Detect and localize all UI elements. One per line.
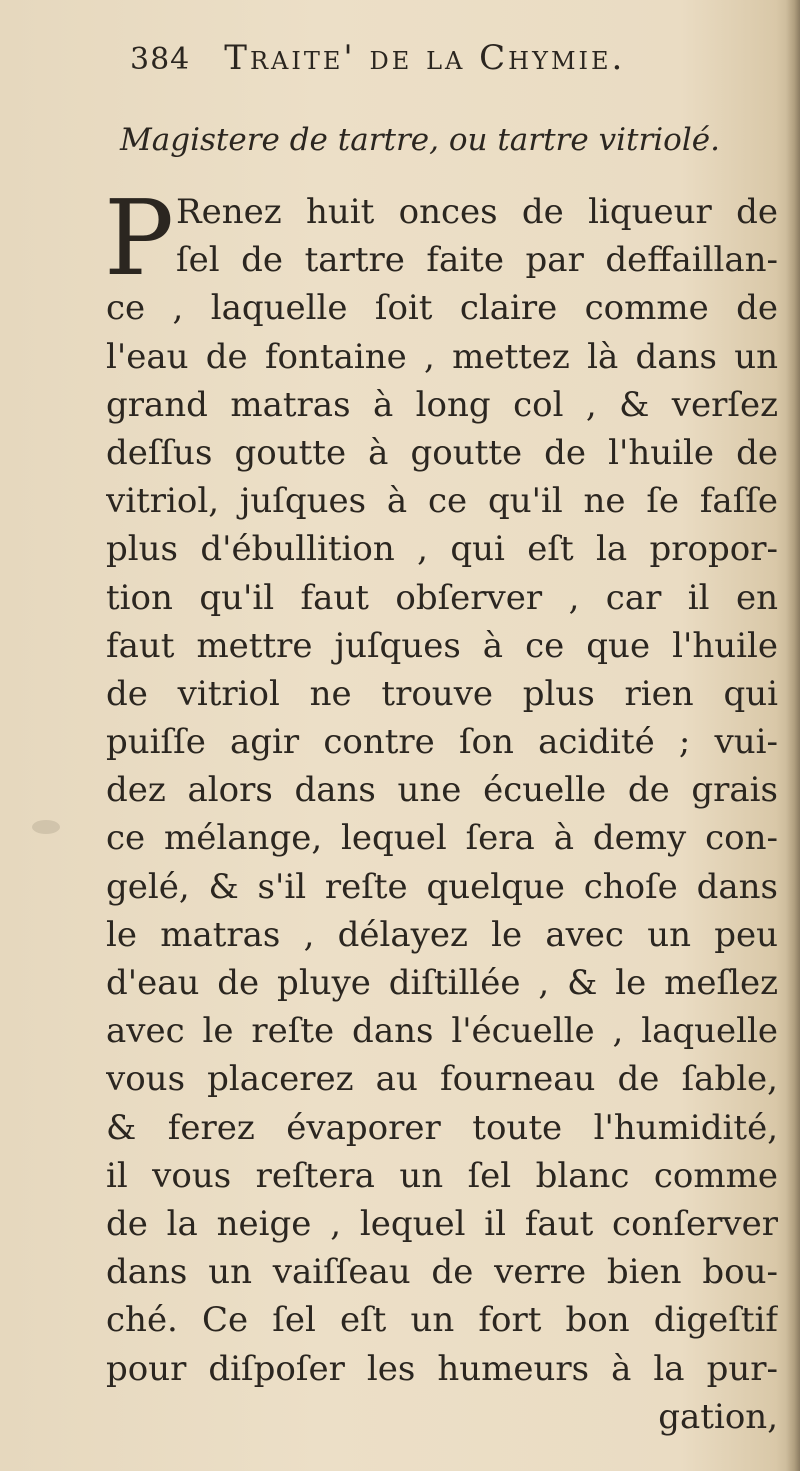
text-line: dez alors dans une écuelle de grais: [106, 770, 778, 811]
text-line: puiſſe agir contre ſon acidité ; vui-: [106, 722, 778, 763]
text-line: & ferez évaporer toute l'humidité,: [106, 1107, 778, 1148]
running-title: Traite' de la Chymie.: [224, 38, 626, 78]
text-line: dans un vaiſſeau de verre bien bou-: [106, 1252, 778, 1293]
text-line: faut mettre juſques à ce que l'huile: [106, 625, 778, 666]
running-header: [130, 38, 730, 88]
paragraph: [104, 177, 778, 1441]
text-line: gelé, & s'il reſte quelque choſe dans: [106, 866, 778, 907]
text-line: ſel de tartre faite par deffaillan-: [176, 240, 778, 281]
text-line: l'eau de fontaine , mettez là dans un: [106, 336, 778, 377]
text-line: deſſus goutte à goutte de l'huile de: [106, 432, 778, 473]
ink-smudge: [32, 820, 60, 834]
page-edge-shadow: [786, 0, 800, 1471]
text-line: de la neige , lequel il faut conſerver: [106, 1203, 778, 1244]
text-line: grand matras à long col , & verſez: [106, 384, 778, 425]
text-line: ché. Ce ſel eſt un fort bon digeſtif: [106, 1300, 778, 1341]
text-line: tion qu'il faut obſerver , car il en: [106, 577, 778, 618]
text-line: ce mélange, lequel ſera à demy con-: [106, 818, 778, 859]
text-line: il vous reſtera un ſel blanc comme: [106, 1155, 778, 1196]
text-line: plus d'ébullition , qui eſt la propor-: [106, 529, 778, 570]
text-line: vous placerez au fourneau de ſable,: [106, 1059, 778, 1100]
text-line: avec le reſte dans l'écuelle , laquelle: [106, 1011, 778, 1052]
page-number: 384: [130, 42, 191, 77]
text-line: le matras , délayez le avec un peu: [106, 914, 778, 955]
text-line: de vitriol ne trouve plus rien qui: [106, 673, 778, 714]
section-title: Magistere de tartre, ou tartre vitriolé.: [120, 122, 720, 158]
text-line: ce , laquelle ſoit claire comme de: [106, 288, 778, 329]
text-line: pour diſpoſer les humeurs à la pur-: [106, 1348, 778, 1389]
text-line: gation,: [658, 1396, 778, 1437]
text-line: Renez huit onces de liqueur de: [176, 192, 778, 232]
text-line: d'eau de pluye diſtillée , & le meſlez: [106, 963, 778, 1003]
text-line: vitriol, juſques à ce qu'il ne ſe faſſe: [106, 481, 778, 522]
drop-cap: P: [104, 177, 174, 299]
